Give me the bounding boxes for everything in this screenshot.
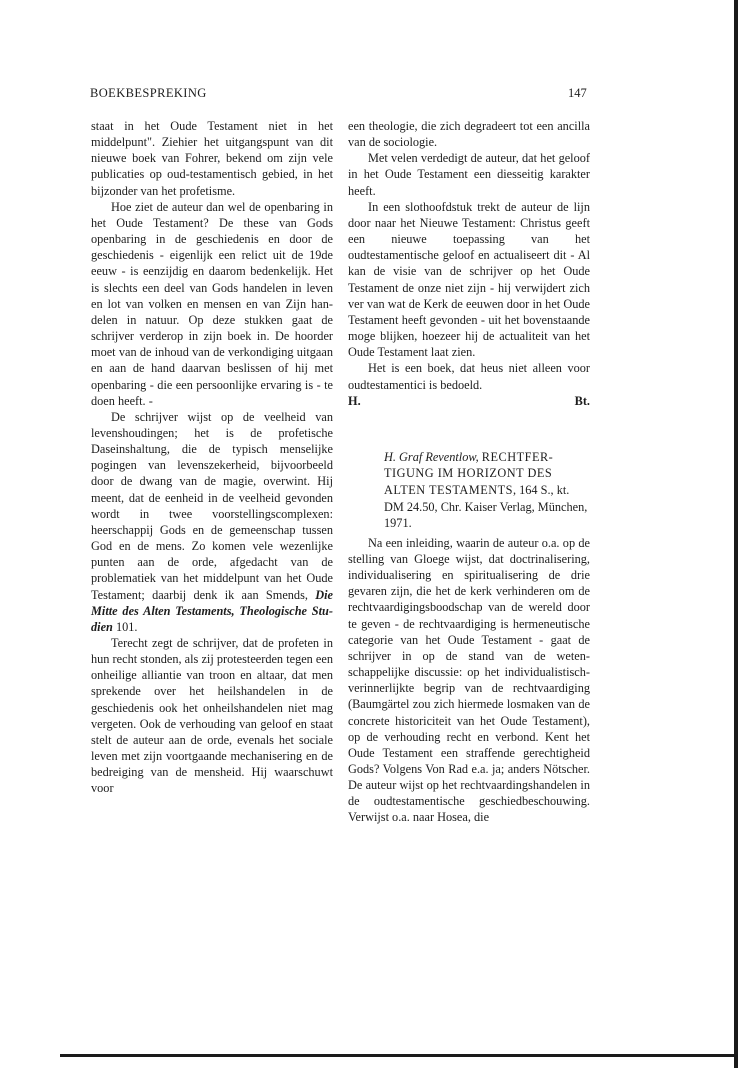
scan-edge-bottom xyxy=(60,1054,738,1057)
text-run: 101. xyxy=(112,619,138,634)
review-signature xyxy=(348,393,590,409)
review-author: H. Graf Reventlow, xyxy=(384,449,482,464)
text-run: De schrijver wijst op de veelheid van levenshoudingen; het is de profetische Daseinshaltung, die de typisch menselijke pogingen van levenszekerheid, bijvoorbeeld door de dwang van de magie, overwint. Hij meent, dat de eenheid in de veelheid gevonden wordt in twee voorstellingscomplexen: heerschappij Gods en de gemeenschap tussen God en de mens. Zo komen vele wezenlijke punten aan de orde, afgedacht van de problematiek van het middelpunt van het Oude Testament; daarbij denk ik aan Smends, xyxy=(91,409,333,602)
paragraph: In een slothoofdstuk trekt de auteur de lijn door naar het Nieuwe Testament: Christus geeft een nieuwe toepassing van het oudtestamentische geloof en actualiseert dit - Al kan de visie van de schrijver op het Oude Testament de onze niet zijn - hij verwijdert zich ver van wat de Kerk de eeuwen door in het Oude Testament heeft gevonden - uit het bovenstaande moge blijken, hoezeer hij de actualiteit van het Oude Testament laat zien. xyxy=(348,199,590,360)
review-bibliographic-details: , 164 S., kt. DM 24.50, Chr. Kaiser Verlag, München, 1971. xyxy=(384,483,588,531)
right-column xyxy=(348,118,590,826)
paragraph: Na een inleiding, waarin de auteur o.a. op de stelling van Gloege wijst, dat doctrinalisering, individualisering en spiritualisering de drie gevaren zijn, die het de kerk verhinderen om de rechtvaardigingsboodschap van de wereld door te geven - de rechtvaardiging is hermeneutische categorie van het Oude Testament - gaat de schrijver in op de stand van de wetenschappelijke discussie: op het individualistisch-verinnerlijkte begrip van de rechtvaardiging (Baumgärtel zou zich hiermede losmaken van de concrete historiciteit van het Oude Testament), op de verhouding recht en verbond. Kent het Oude Testament een straffende gerechtigheid Gods? Volgens Von Rad e.a. ja; anders Nötscher. De auteur wijst op het rechtvaardingshandelen in de oudtestamentische geschiedbeschouwing. Verwijst o.a. naar Hosea, die xyxy=(348,535,590,825)
paragraph: Terecht zegt de schrijver, dat de profeten in hun recht stonden, als zij protesteerden tegen een onheilige alliantie van troon en altaar, dat men sprekende over het heilshandelen in de geschiedenis ook het onheilshandelen niet mag vergeten. Ook de verhouding van geloof en staat stelt de auteur aan de orde, evenals het sociale leven met zijn voortgaande mechanisering en de bedreiging van de mensheid. Hij waarschuwt voor xyxy=(91,636,333,796)
page-number: 147 xyxy=(568,86,587,100)
citation-title: Die Mitte des Alten Testaments, Theologische Studien xyxy=(91,587,333,634)
signature-initials: Bt. xyxy=(574,393,590,408)
running-header: BOEKBESPREKING xyxy=(90,86,207,100)
review-heading xyxy=(348,449,590,532)
paragraph: staat in het Oude Testament niet in het middelpunt". Ziehier het uitgangspunt van dit nieuwe boek van Fohrer, bekend om zijn vele publicaties op oud-testamentisch gebied, in het bijzonder van het profetisme. xyxy=(91,119,333,198)
review-book-title: RECHTFERTIGUNG IM HORIZONT DES ALTEN TESTAMENTS xyxy=(384,449,553,497)
left-column xyxy=(91,118,333,797)
signature-initial: H. xyxy=(348,393,361,408)
paragraph: een theologie, die zich degradeert tot een ancilla van de sociologie. xyxy=(348,119,590,150)
paragraph xyxy=(91,409,333,635)
paragraph: Het is een boek, dat heus niet alleen voor oudtestamentici is bedoeld. xyxy=(348,361,590,392)
scan-edge-right xyxy=(734,0,738,1068)
paragraph: Met velen verdedigt de auteur, dat het geloof in het Oude Testament een diesseitig karakter heeft. xyxy=(348,151,590,198)
paragraph: Hoe ziet de auteur dan wel de openbaring in het Oude Testament? De these van Gods openbaring in de geschiedenis en door de geschiedenis - eigenlijk een relict uit de 19de eeuw - is eenzijdig en daarom bedenkelijk. Het is slechts een deel van Gods handelen in leven en lot van volken en mensen en van Zijn handelen in natuur. Op deze stukken gaat de schrijver verderop in zijn boek in. De hoorder moet van de inhoud van de verkondiging uitgaan en aan de hand daarvan beslissen of hij met openbaring - die een persoonlijke ervaring is - te doen heeft. - xyxy=(91,199,333,408)
